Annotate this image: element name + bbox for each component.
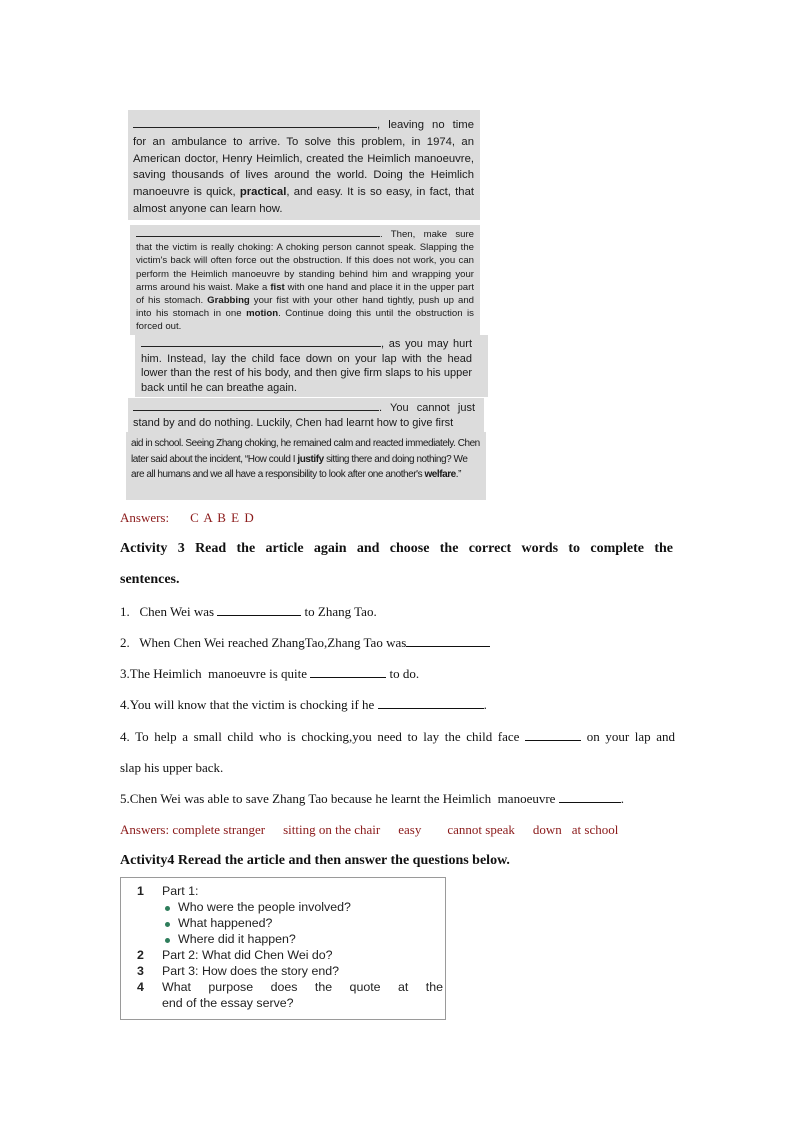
activity3-question-2: 2. When Chen Wei reached ZhangTao,Zhang Tao was	[120, 635, 680, 651]
reading-box-2	[130, 225, 480, 335]
fill-blank[interactable]	[406, 645, 490, 647]
fill-blank[interactable]	[559, 801, 621, 803]
answer-blank	[133, 409, 379, 411]
bullet-dot-icon	[165, 938, 170, 943]
activity3-question-5-cont: slap his upper back.	[120, 760, 224, 775]
answers-line-2: Answers: complete stranger sitting on the chair easy cannot speak down at school	[120, 822, 619, 837]
activity3-question-6: 5.Chen Wei was able to save Zhang Tao because he learnt the Heimlich manoeuvre .	[120, 791, 624, 806]
bullet-dot-icon	[165, 906, 170, 911]
reading-paragraph: aid in school. Seeing Zhang choking, he remained calm and reacted immediately. Chen later said about the incident, “How could I justify sitting there and doing nothing? We are all humans and we all have a responsibility to look after one another's welfare.”	[131, 438, 480, 481]
activity4-question-box: 1 Part 1: Who were the people involved? What happened? Where did it happen? 2 Part 2: What did Chen Wei do? 3 Part 3: How does the story end? 4 What purpose does the quote at the end of the essay serve?	[120, 877, 446, 1020]
answer-blank	[133, 126, 377, 128]
reading-paragraph: . Then, make sure that the victim is really choking: A choking person cannot speak. Slapping the victim's back will often force out the obstruction. If this does not work, you can perform the Heimlich manoeuvre by standing behind him and wrapping your arms around his waist. Make a fist with one hand and place it in the upper part of his stomach. Grabbing your fist with your other hand tightly, push up and into his stomach in one motion. Continue doing this until the obstruction is forced out.	[136, 229, 474, 333]
activity4-title: Activity4 Reread the article and then answer the questions below.	[120, 853, 510, 868]
reading-box-5	[126, 432, 486, 500]
bullet-dot-icon	[165, 922, 170, 927]
answers-line-1: Answers: C A B E D	[120, 510, 255, 525]
reading-box-4	[128, 398, 484, 433]
reading-paragraph: , leaving no time for an ambulance to arrive. To solve this problem, in 1974, an American doctor, Henry Heimlich, created the Heimlich manoeuvre, saving thousands of lives around the world. Doing the Heimlich manoeuvre is quick, practical, and easy. It is so easy, in fact, that almost anyone can learn how.	[133, 119, 474, 215]
reading-paragraph: , as you may hurt him. Instead, lay the child face down on your lap with the head lower than the rest of his body, and then give firm slaps to his upper back until he can breathe again.	[141, 338, 472, 394]
activity3-title: Activity 3 Read the article again and choose the correct words to complete the	[120, 541, 673, 556]
reading-box-3	[135, 335, 488, 397]
answer-blank	[141, 345, 381, 347]
activity3-title-cont: sentences.	[120, 572, 180, 587]
reading-box-1	[128, 110, 480, 220]
fill-blank[interactable]	[310, 676, 386, 678]
fill-blank[interactable]	[217, 614, 301, 616]
activity3-question-1: 1. Chen Wei was to Zhang Tao.	[120, 604, 377, 619]
activity3-question-4: 4.You will know that the victim is chocking if he .	[120, 697, 487, 712]
fill-blank[interactable]	[525, 739, 581, 741]
activity3-question-3: 3.The Heimlich manoeuvre is quite to do.	[120, 666, 420, 681]
answer-blank	[136, 235, 380, 237]
reading-paragraph: . You cannot just stand by and do nothing. Luckily, Chen had learnt how to give first	[133, 402, 475, 429]
fill-blank[interactable]	[378, 707, 484, 709]
activity3-question-5: 4. To help a small child who is chocking,you need to lay the child face on your lap and	[120, 729, 676, 744]
